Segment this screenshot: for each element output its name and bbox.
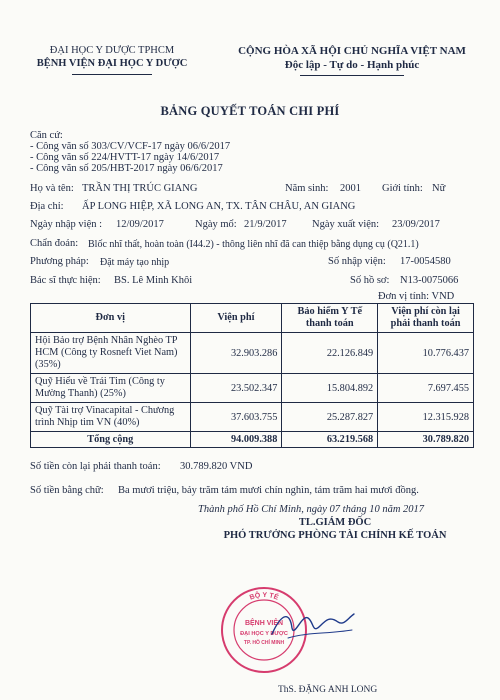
birth-label: Năm sinh: — [285, 183, 329, 194]
address-label: Địa chỉ: — [30, 201, 64, 212]
admission-no-label: Số nhập viện: — [328, 256, 386, 267]
table-total-row — [31, 432, 474, 448]
total-insurance: 63.219.568 — [282, 432, 378, 448]
handwritten-signature — [268, 604, 358, 646]
surgery-label: Ngày mổ: — [195, 219, 237, 230]
remaining-value: 30.789.820 VND — [180, 461, 253, 472]
remaining-cell: 12.315.928 — [378, 403, 474, 432]
doctor-label: Bác sĩ thực hiện: — [30, 275, 101, 286]
diagnosis-value: Blốc nhĩ thất, hoàn toàn (I44.2) - thông liên nhĩ đã can thiệp bằng dụng cụ (Q21.1) — [88, 239, 419, 250]
doctor-value: BS. Lê Minh Khôi — [114, 275, 193, 286]
discharge-label: Ngày xuất viện: — [312, 219, 380, 230]
seal-ring-text: BỘ Y TẾ — [248, 591, 280, 602]
diagnosis-label: Chẩn đoán: — [30, 238, 79, 249]
basis-label: Căn cứ: — [30, 130, 63, 141]
issuer-parent: ĐẠI HỌC Y DƯỢC TPHCM — [49, 45, 175, 56]
national-motto-block — [222, 44, 482, 72]
seal-text: TP. HỒ CHÍ MINH — [243, 640, 285, 646]
nation-motto: Độc lập - Tự do - Hạnh phúc — [284, 59, 420, 71]
basis-item: - Công văn số 303/CV/VCF-17 ngày 06/6/2017 — [30, 141, 231, 152]
nation-name: CỘNG HÒA XÃ HỘI CHỦ NGHĨA VIỆT NAM — [238, 45, 466, 57]
column-header: Viện phí — [190, 304, 282, 333]
basis-item: - Công văn số 224/HVTT-17 ngày 14/6/2017 — [30, 152, 220, 163]
signer-title-1: TL.GIÁM ĐỐC — [298, 517, 372, 528]
name-label: Họ và tên: — [30, 183, 74, 194]
method-value: Đặt máy tạo nhịp — [100, 257, 170, 268]
issuer-underline — [72, 74, 152, 75]
remaining-cell: 10.776.437 — [378, 333, 474, 374]
issuer-block — [22, 44, 202, 70]
table-row — [31, 374, 474, 403]
record-no-label: Số hồ sơ: — [350, 275, 390, 286]
unit-cell: Quỹ Tài trợ Vinacapital - Chương trình Nhịp tim VN (40%) — [31, 403, 191, 432]
fee-cell: 37.603.755 — [190, 403, 282, 432]
insurance-cell: 25.287.827 — [282, 403, 378, 432]
total-remaining: 30.789.820 — [378, 432, 474, 448]
fee-cell: 32.903.286 — [190, 333, 282, 374]
gender-value: Nữ — [432, 183, 446, 194]
column-header: Đơn vị — [31, 304, 191, 333]
column-header: Bảo hiểm Y Tế thanh toán — [282, 304, 378, 333]
document-title: BẢNG QUYẾT TOÁN CHI PHÍ — [160, 104, 340, 118]
table-header-row — [31, 304, 474, 333]
discharge-date: 23/09/2017 — [392, 219, 440, 230]
record-no-value: N13-0075066 — [400, 275, 459, 286]
gender-label: Giới tính: — [382, 183, 423, 194]
patient-name: TRẦN THỊ TRÚC GIANG — [82, 183, 198, 194]
amount-in-words-label: Số tiền bằng chữ: — [30, 485, 104, 496]
currency-note: Đơn vị tính: VND — [378, 291, 455, 302]
seal-text: BỆNH VIỆN — [244, 620, 284, 627]
issuer-hospital: BỆNH VIỆN ĐẠI HỌC Y DƯỢC — [36, 58, 188, 69]
address-value: ẤP LONG HIỆP, XÃ LONG AN, TX. TÂN CHÂU, AN GIANG — [82, 201, 356, 212]
place-and-date: Thành phố Hồ Chí Minh, ngày 07 tháng 10 năm 2017 — [198, 504, 425, 515]
amount-in-words-value: Ba mươi triệu, bảy trăm tám mươi chín nghìn, tám trăm hai mươi đồng. — [118, 485, 419, 496]
unit-cell: Hội Bảo trợ Bệnh Nhân Nghèo TP HCM (Công ty Rosneft Viet Nam) (35%) — [31, 333, 191, 374]
remaining-cell: 7.697.455 — [378, 374, 474, 403]
admit-date: 12/09/2017 — [116, 219, 164, 230]
fee-cell: 23.502.347 — [190, 374, 282, 403]
total-fee: 94.009.388 — [190, 432, 282, 448]
table-row — [31, 403, 474, 432]
insurance-cell: 15.804.892 — [282, 374, 378, 403]
admit-label: Ngày nhập viện : — [30, 219, 103, 230]
table-row — [31, 333, 474, 374]
method-label: Phương pháp: — [30, 256, 89, 267]
total-label: Tổng cộng — [31, 432, 191, 448]
signer-name: ThS. ĐẶNG ANH LONG — [278, 685, 378, 695]
unit-cell: Quỹ Hiểu về Trái Tim (Công ty Mường Thanh) (25%) — [31, 374, 191, 403]
insurance-cell: 22.126.849 — [282, 333, 378, 374]
seal-text: ĐẠI HỌC Y DƯỢC — [240, 631, 288, 637]
admission-no-value: 17-0054580 — [400, 256, 451, 267]
signer-title-2: PHÓ TRƯỞNG PHÒNG TÀI CHÍNH KẾ TOÁN — [223, 530, 447, 541]
column-header: Viện phí còn lại phải thanh toán — [378, 304, 474, 333]
motto-underline — [300, 75, 404, 76]
birth-year: 2001 — [340, 183, 361, 194]
basis-item: - Công văn số 205/HBT-2017 ngày 06/6/2017 — [30, 163, 223, 174]
remaining-label: Số tiền còn lại phải thanh toán: — [30, 461, 161, 472]
surgery-date: 21/9/2017 — [244, 219, 287, 230]
cost-table — [30, 303, 474, 448]
